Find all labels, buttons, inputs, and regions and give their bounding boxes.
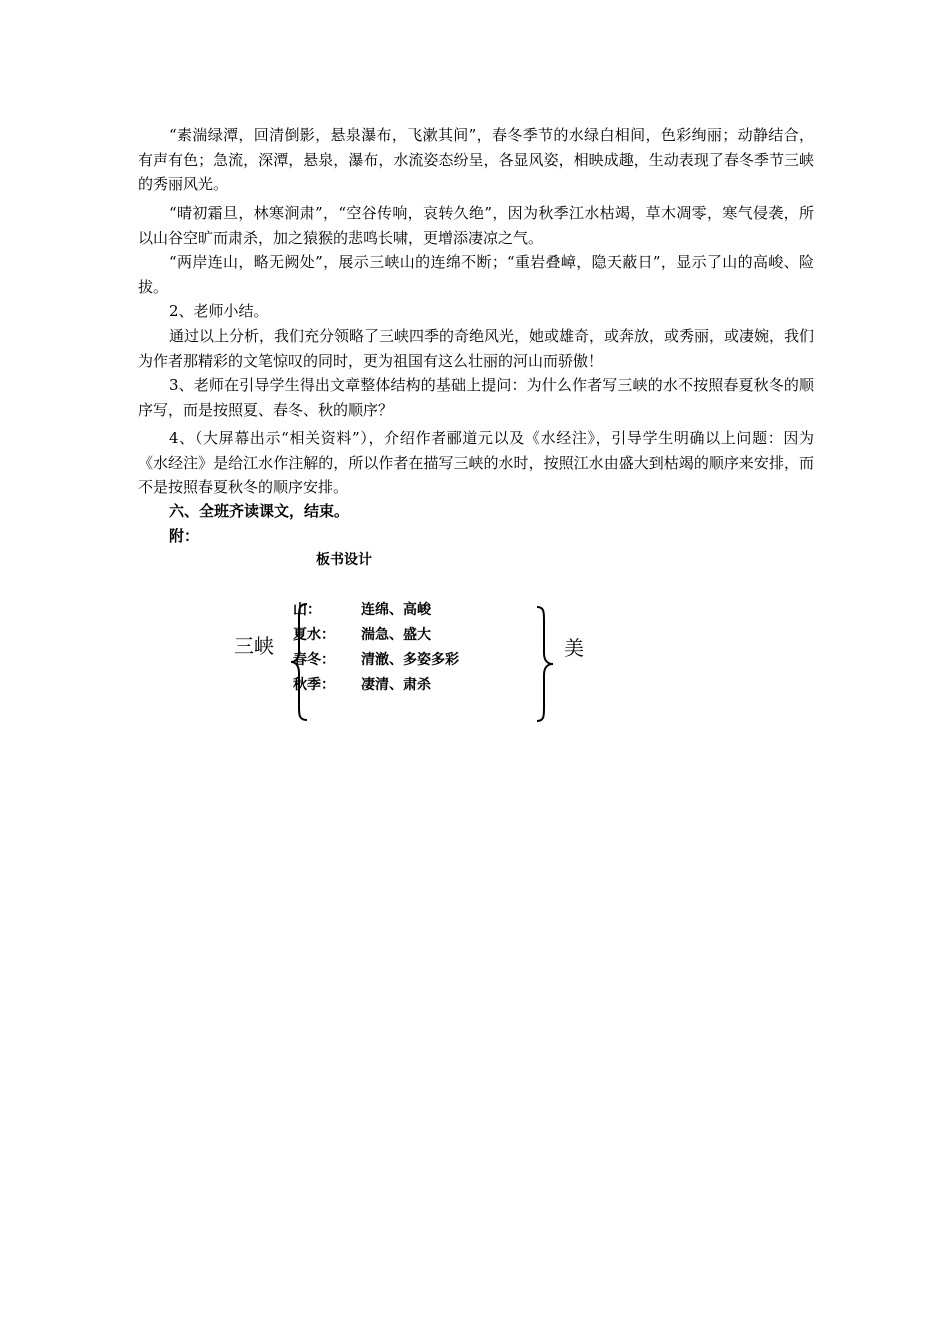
board-row-label: 春冬： [293, 652, 335, 668]
section-heading-read-aloud: 六、全班齐读课文，结束。 [169, 502, 350, 520]
paragraph-mountains: “两岸连山，略无阙处”，展示三峡山的连绵不断；“重岩叠嶂，隐天蔽日”，显示了山的高峻、险拔。 [138, 253, 814, 296]
board-row-value: 清澈、多姿多彩 [361, 652, 459, 668]
board-row-value: 湍急、盛大 [361, 627, 431, 643]
board-row-value: 连绵、高峻 [361, 602, 431, 618]
board-left-label: 三峡 [234, 634, 274, 658]
board-row-label: 夏水： [293, 627, 335, 643]
board-row-value: 凄清、肃杀 [361, 677, 431, 693]
right-brace-icon [536, 606, 554, 722]
board-row-label: 山： [293, 602, 321, 618]
paragraph-autumn: “晴初霜旦，林寒涧肃”，“空谷传响，哀转久绝”，因为秋季江水枯竭，草木凋零，寒气侵袭，所以山谷空旷而肃杀，加之猿猴的悲鸣长啸，更增添凄凉之气。 [138, 204, 814, 247]
paragraph-spring-winter: “素湍绿潭，回清倒影，悬泉瀑布，飞漱其间”，春冬季节的水绿白相间，色彩绚丽；动静结合，有声有色；急流，深潭，悬泉，瀑布，水流姿态纷呈，各显风姿，相映成趣，生动表现了春冬季节三峡的秀丽风光。 [138, 126, 814, 193]
board-row-label: 秋季： [293, 677, 335, 693]
paragraph-teacher-summary-heading: 2、老师小结。 [169, 302, 269, 320]
paragraph-summary: 通过以上分析，我们充分领略了三峡四季的奇绝风光，她或雄奇，或奔放，或秀丽，或凄婉，我们为作者那精彩的文笔惊叹的同时，更为祖国有这么壮丽的河山而骄傲！ [138, 327, 815, 370]
paragraph-question: 3、老师在引导学生得出文章整体结构的基础上提问：为什么作者写三峡的水不按照春夏秋冬的顺序写，而是按照夏、春冬、秋的顺序？ [138, 376, 814, 419]
paragraph-related-materials: 4、（大屏幕出示“相关资料”），介绍作者郦道元以及《水经注》，引导学生明确以上问题：因为《水经注》是给江水作注解的，所以作者在描写三峡的水时，按照江水由盛大到枯竭的顺序来安排，而不是按照春夏秋冬的顺序安排。 [138, 429, 814, 496]
board-title: 板书设计 [316, 552, 372, 568]
appendix-label: 附： [169, 527, 200, 545]
board-right-label: 美 [564, 636, 584, 660]
